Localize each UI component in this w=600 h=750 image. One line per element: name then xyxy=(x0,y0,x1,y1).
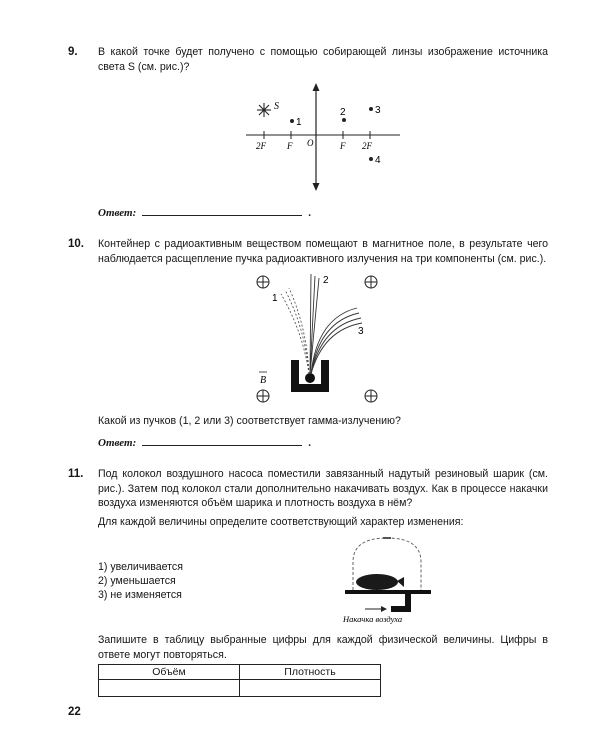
field-symbol-bottom-left xyxy=(257,390,269,402)
label-beam-3: 3 xyxy=(358,326,364,337)
point-1 xyxy=(290,119,294,123)
radiation-diagram xyxy=(245,268,385,410)
option-3: 3) не изменяется xyxy=(98,589,182,601)
answer-label: Ответ: xyxy=(98,207,137,219)
base-plate xyxy=(345,590,431,594)
field-symbol-top-right xyxy=(365,276,377,288)
radioactive-source xyxy=(305,373,315,383)
label-f-left: F xyxy=(287,141,293,151)
point-2 xyxy=(342,118,346,122)
label-2f-left: 2F xyxy=(256,141,266,151)
light-source-star-icon xyxy=(257,103,271,117)
label-s: S xyxy=(274,101,279,112)
beam-3 xyxy=(311,308,362,374)
label-point-1: 1 xyxy=(296,117,302,128)
question-10-number: 10. xyxy=(68,238,84,250)
lens-diagram xyxy=(240,82,410,192)
label-point-4: 4 xyxy=(375,155,381,166)
label-point-2: 2 xyxy=(340,107,346,118)
point-4 xyxy=(369,157,373,161)
figure-caption: Накачка воздуха xyxy=(343,614,403,624)
field-symbol-bottom-right xyxy=(365,390,377,402)
answer-field[interactable] xyxy=(142,436,302,446)
option-2: 2) уменьшается xyxy=(98,575,176,587)
label-o: O xyxy=(307,138,314,148)
air-pipe xyxy=(391,594,411,612)
header-density: Плотность xyxy=(240,665,381,680)
label-point-3: 3 xyxy=(375,105,381,116)
label-f-right: F xyxy=(340,141,346,151)
label-beam-1: 1 xyxy=(272,293,278,304)
vacuum-bell-diagram xyxy=(335,532,450,624)
table-instruction: Запишите в таблицу выбранные цифры для каждой физической величины. Цифры в ответе могут повторяться. xyxy=(98,634,548,661)
page-number: 22 xyxy=(68,706,81,718)
answer-field[interactable] xyxy=(142,206,302,216)
question-9-answer xyxy=(98,206,311,219)
point-3 xyxy=(369,107,373,111)
answer-end-dot: . xyxy=(308,437,311,449)
field-symbol-top-left xyxy=(257,276,269,288)
label-2f-right: 2F xyxy=(362,141,372,151)
question-11-number: 11. xyxy=(68,468,84,480)
answer-table xyxy=(98,664,381,697)
question-9-text: В какой точке будет получено с помощью собирающей линзы изображение источника света S (см. рис.)? xyxy=(98,46,548,73)
label-field-b: B xyxy=(260,375,267,386)
question-11-instruction: Для каждой величины определите соответствующий характер изменения: xyxy=(98,516,464,528)
answer-cell-volume[interactable] xyxy=(99,680,240,697)
label-beam-2: 2 xyxy=(323,275,329,286)
lens-top-arrow xyxy=(313,83,320,91)
air-flow-arrowhead xyxy=(381,606,387,612)
question-10-question: Какой из пучков (1, 2 или 3) соответствует гамма-излучению? xyxy=(98,415,401,427)
answer-end-dot: . xyxy=(308,207,311,219)
answer-label: Ответ: xyxy=(98,437,137,449)
question-9-number: 9. xyxy=(68,46,78,58)
question-11-text: Под колокол воздушного насоса поместили завязанный надутый резиновый шарик (см. рис.). Затем под колокол стали дополнительно накачивать воздух. Как в процессе накачки воздуха изменяются объём шарика и плотность воздуха в нём? xyxy=(98,468,548,509)
balloon xyxy=(356,574,398,590)
balloon-knot xyxy=(397,577,404,587)
header-volume: Объём xyxy=(99,665,240,680)
options-list xyxy=(98,560,183,602)
table-answer-row xyxy=(99,680,381,697)
table-header-row xyxy=(99,665,381,680)
answer-cell-density[interactable] xyxy=(240,680,381,697)
option-1: 1) увеличивается xyxy=(98,561,183,573)
question-10-text: Контейнер с радиоактивным веществом помещают в магнитное поле, в результате чего наблюдается расщепление пучка радиоактивного излучения на три компоненты (см. рис.). xyxy=(98,238,548,265)
question-10-answer xyxy=(98,436,311,449)
lens-bottom-arrow xyxy=(313,183,320,191)
